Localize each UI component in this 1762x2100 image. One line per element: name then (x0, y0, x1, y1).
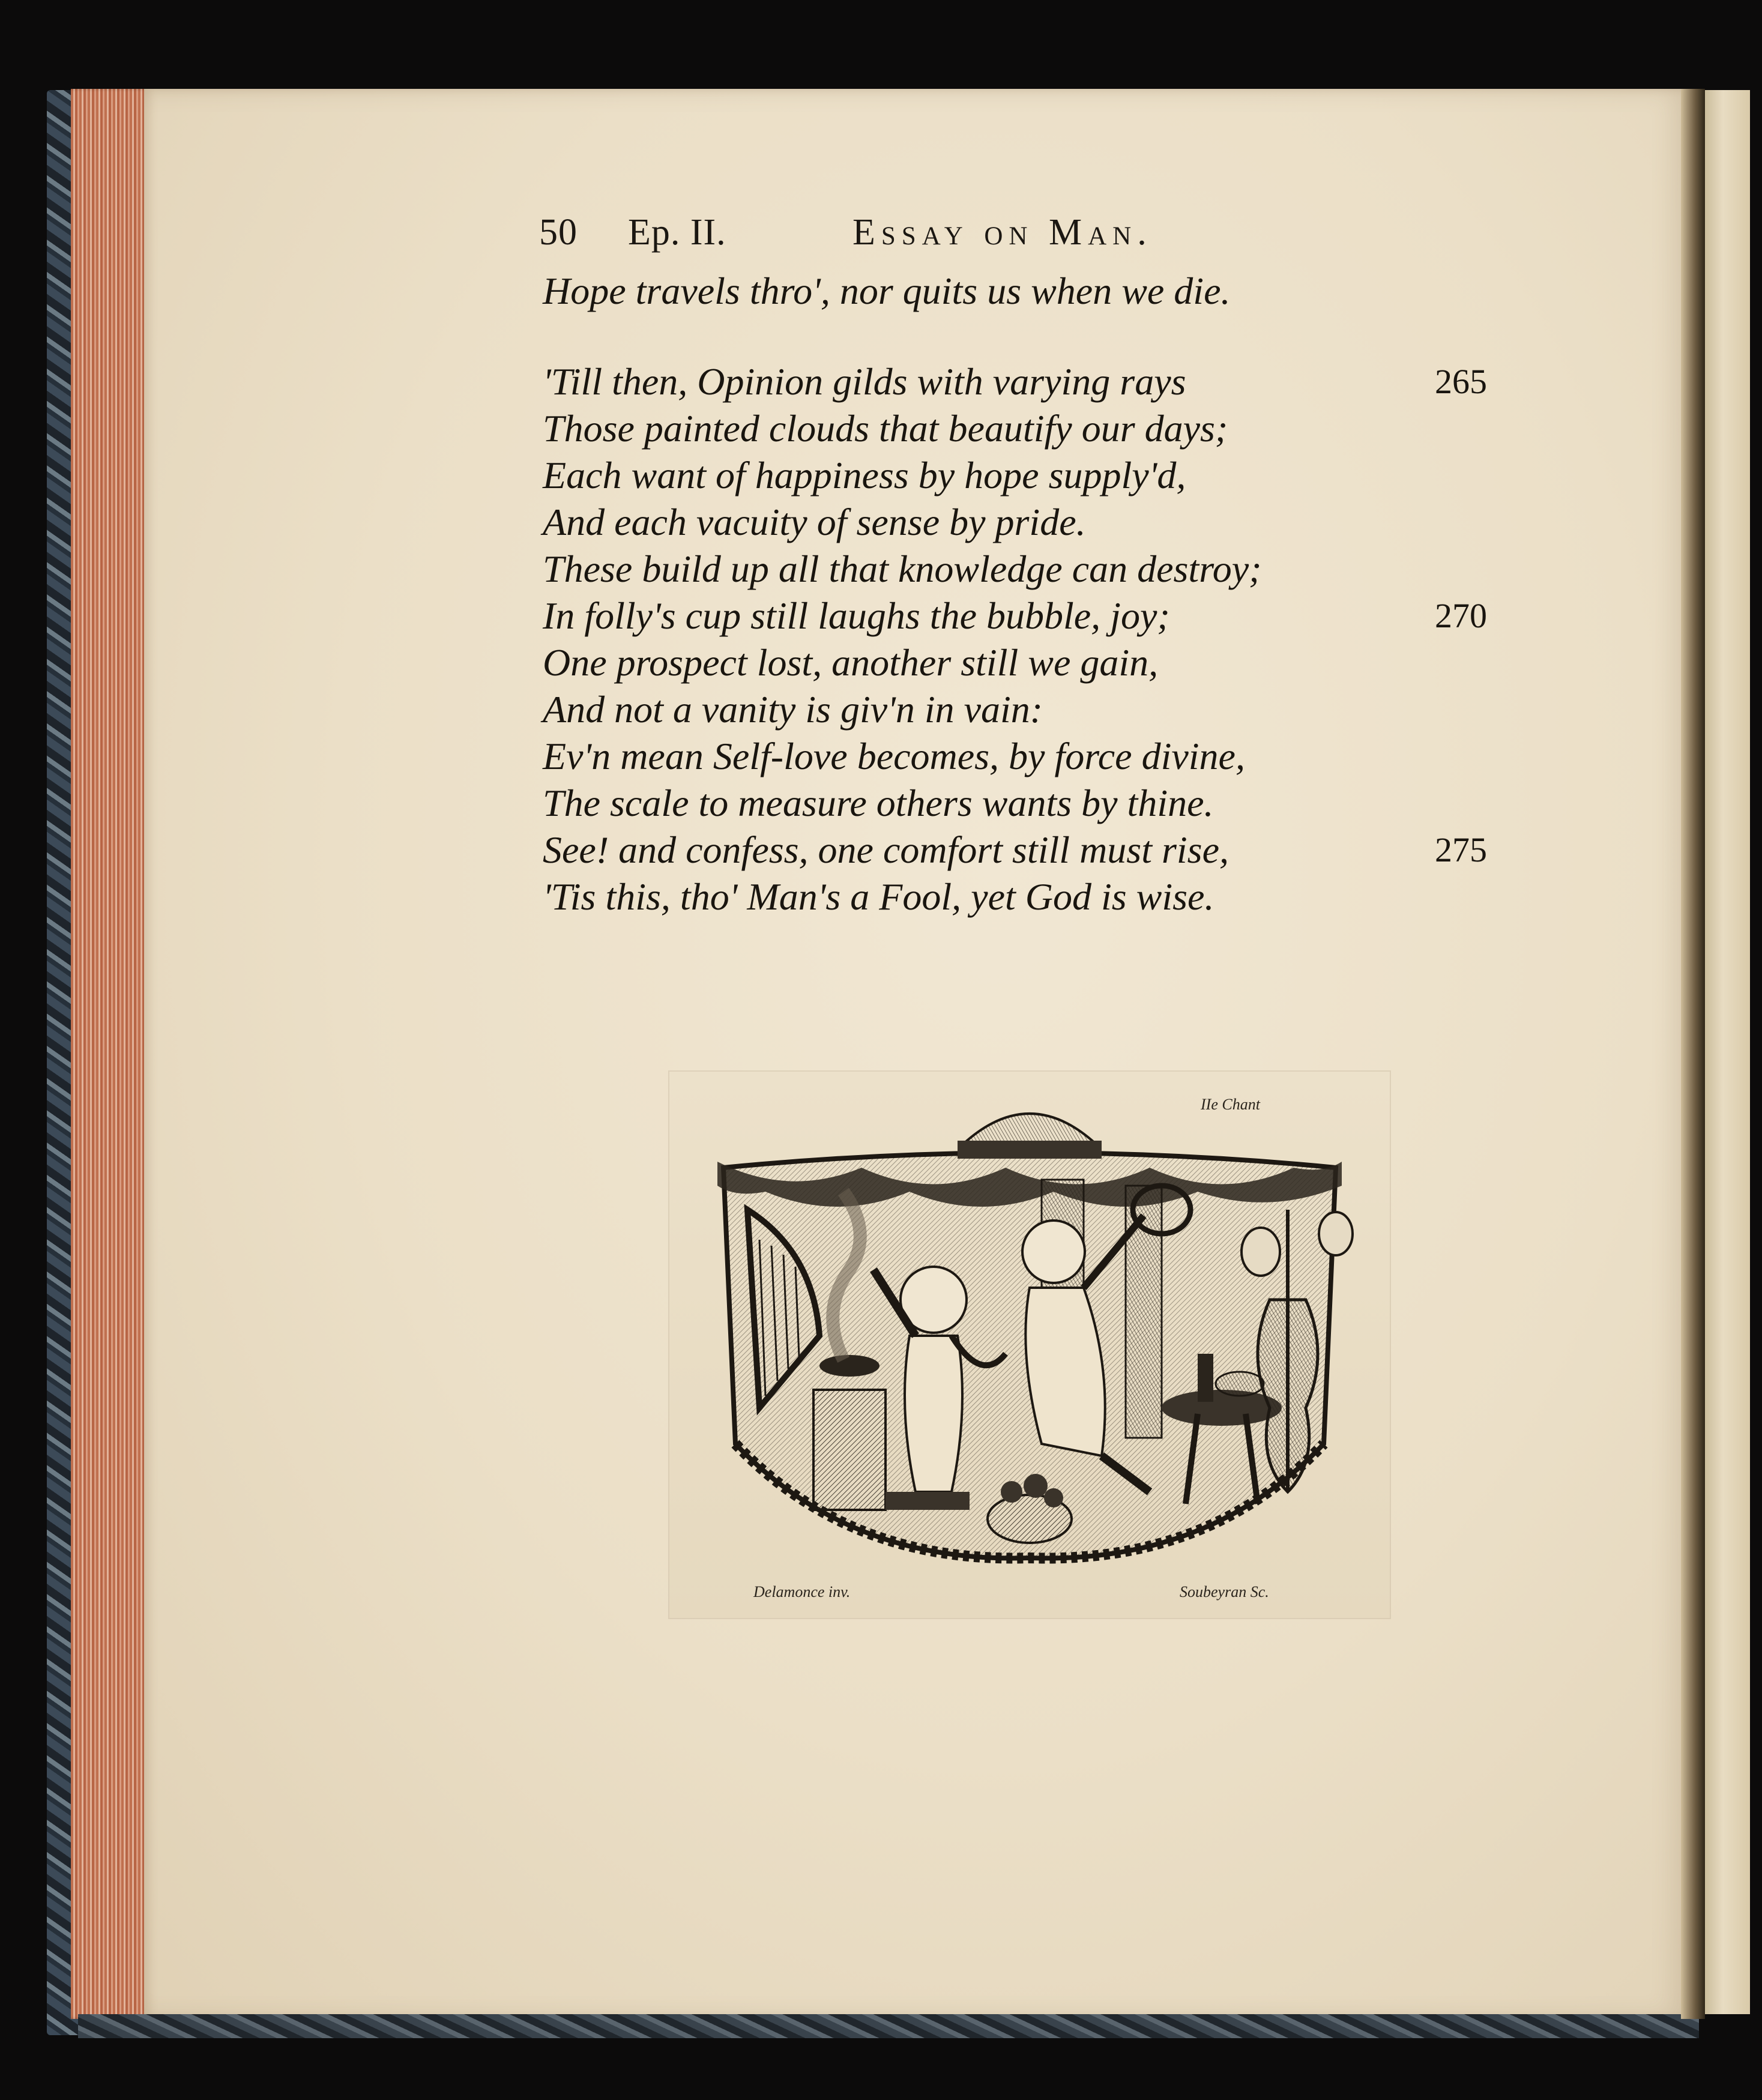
verse-line: See! and confess, one comfort still must rise, (543, 828, 1229, 871)
page-number: 50 (539, 212, 578, 253)
verse-line: Each want of happiness by hope supply'd, (543, 454, 1186, 496)
verse-line: These build up all that knowledge can destroy; (543, 548, 1262, 590)
recto-page-strip (1705, 90, 1750, 2014)
bottom-board (78, 2014, 1699, 2038)
line-number: 265 (1435, 362, 1487, 401)
page-edges (71, 89, 149, 2019)
book-title: Essay on Man. (852, 212, 1153, 253)
verse-line: The scale to measure others wants by thine. (543, 782, 1214, 824)
line-number: 270 (1435, 596, 1487, 635)
verse-line: And not a vanity is giv'n in vain: (543, 688, 1043, 731)
engraver-credit: Soubeyran Sc. (1180, 1583, 1269, 1601)
verse-line: Hope travels thro', nor quits us when we die. (543, 270, 1231, 312)
engraving-plate (669, 1072, 1390, 1618)
inventor-credit: Delamonce inv. (753, 1583, 851, 1601)
verse-line: 'Tis this, tho' Man's a Fool, yet God is wise. (543, 875, 1214, 918)
chant-label: IIe Chant (1201, 1096, 1260, 1113)
verse-line: Ev'n mean Self-love becomes, by force divine, (543, 735, 1245, 777)
line-number: 275 (1435, 830, 1487, 869)
engraving-illustration (669, 1072, 1390, 1618)
verse-line: In folly's cup still laughs the bubble, joy; (543, 594, 1170, 637)
verse-line: 'Till then, Opinion gilds with varying rays (543, 360, 1186, 403)
verse-line: Those painted clouds that beautify our days; (543, 407, 1228, 450)
gutter-shadow (1681, 89, 1705, 2019)
verse-line: And each vacuity of sense by pride. (543, 501, 1086, 543)
epistle-label: Ep. II. (628, 212, 726, 253)
running-head (539, 211, 1320, 259)
verse-line: One prospect lost, another still we gain, (543, 641, 1159, 684)
